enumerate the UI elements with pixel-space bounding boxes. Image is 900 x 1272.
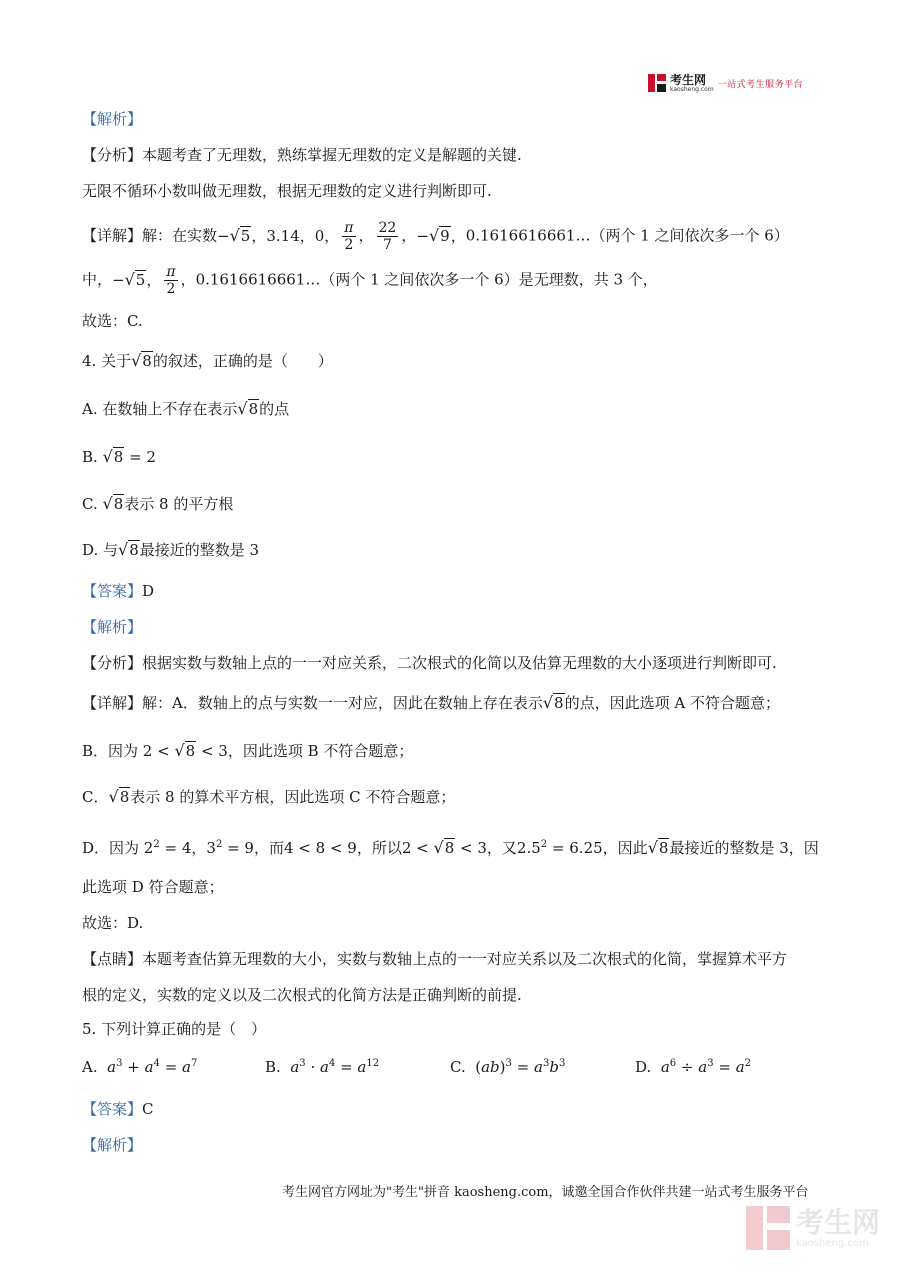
q5-option-c: C. $(ab)^3 = a^3b^3$	[450, 1058, 566, 1076]
q4-option-c: C. √8表示 8 的平方根	[82, 494, 234, 513]
guxuan-line: 故选：C.	[82, 312, 143, 330]
watermark-logo-icon	[746, 1206, 790, 1250]
answer-4: 【答案】D	[82, 582, 155, 600]
q5-option-b: B. $a^3 \cdot a^4 = a^{12}$	[265, 1058, 380, 1076]
logo-slogan: 一站式考生服务平台	[717, 79, 804, 90]
dianjing-4b: 根的定义，实数的定义以及二次根式的化简方法是正确判断的前提.	[82, 986, 522, 1004]
header-logo	[648, 72, 803, 94]
xiangjie-4: 【详解】解：A．数轴上的点与实数一一对应，因此在数轴上存在表示√8的点，因此选项 A 不符合题意；	[82, 693, 780, 712]
fenxi-paragraph-2: 无限不循环小数叫做无理数，根据无理数的定义进行判断即可.	[82, 182, 492, 200]
fenxi-paragraph: 【分析】本题考查了无理数，熟练掌握无理数的定义是解题的关键.	[82, 146, 522, 164]
question-4: 4. 关于√8的叙述，正确的是（ ）	[82, 351, 333, 370]
xiangjie-intro: 【详解】解：在实数	[82, 226, 218, 245]
q4-option-b: B. √8 = 2	[82, 447, 156, 466]
xiangjie-line-2: 中，−√5， $\frac{\pi}{2}$ ，0.1616616661…（两个 1 之间依次多一个 6）是无理数，共 3 个，	[82, 264, 658, 297]
q5-option-a: A. $a^3 + a^4 = a^7$	[82, 1058, 198, 1076]
fenxi-4: 【分析】根据实数与数轴上点的一一对应关系，二次根式的化简以及估算无理数的大小逐项进行判断即可.	[82, 654, 777, 672]
q5-option-d: D. $a^6 \div a^3 = a^2$	[635, 1058, 752, 1076]
kaosheng-logo-icon	[648, 74, 666, 92]
jiexi-heading-4: 【解析】	[82, 618, 143, 636]
watermark-name: 考生网	[795, 1205, 880, 1239]
jiexi-heading: 【解析】	[82, 110, 143, 128]
logo-url: kaosheng.com	[670, 85, 714, 93]
footer-text: 考生网官方网址为"考生"拼音 kaosheng.com，诚邀全国合作伙伴共建一站式考生服务平台	[282, 1185, 809, 1200]
xiangjie-decimal: 0.1616616661…（两个 1 之间依次多一个 6）	[465, 226, 789, 245]
q4-option-a: A. 在数轴上不存在表示√8的点	[82, 399, 290, 418]
jiexi-heading-5: 【解析】	[82, 1136, 143, 1154]
logo-name: 考生网	[670, 72, 707, 87]
watermark-logo	[746, 1206, 880, 1250]
line-d: D．因为 $2^2 = 4$，$3^2 = 9$，而4 < 8 < 9，所以2 < √8 < 3，又$2.5^2 = 6.25$，因此√8最接近的整数是 3，因	[82, 838, 819, 857]
line-d-2: 此选项 D 符合题意；	[82, 878, 224, 896]
line-c: C．√8表示 8 的算术平方根，因此选项 C 不符合题意；	[82, 787, 456, 806]
xiangjie-line-1: 【详解】解：在实数−√5，3.14，0， $\frac{\pi}{2}$ ， $\frac{22}{7}$ ，−√9，0.1616616661…（两个 1 之间依次多一个 6）	[82, 220, 789, 253]
answer-5: 【答案】C	[82, 1100, 154, 1118]
question-5: 5. 下列计算正确的是（ ）	[82, 1020, 267, 1038]
line-b: B．因为 2 < √8 < 3，因此选项 B 不符合题意；	[82, 741, 414, 760]
guxuan-4: 故选：D.	[82, 914, 144, 932]
dianjing-4a: 【点睛】本题考查估算无理数的大小，实数与数轴上点的一一对应关系以及二次根式的化简，掌握算术平方	[82, 950, 788, 968]
watermark-url: kaosheng.com	[795, 1237, 869, 1249]
q4-option-d: D. 与√8最接近的整数是 3	[82, 540, 260, 559]
